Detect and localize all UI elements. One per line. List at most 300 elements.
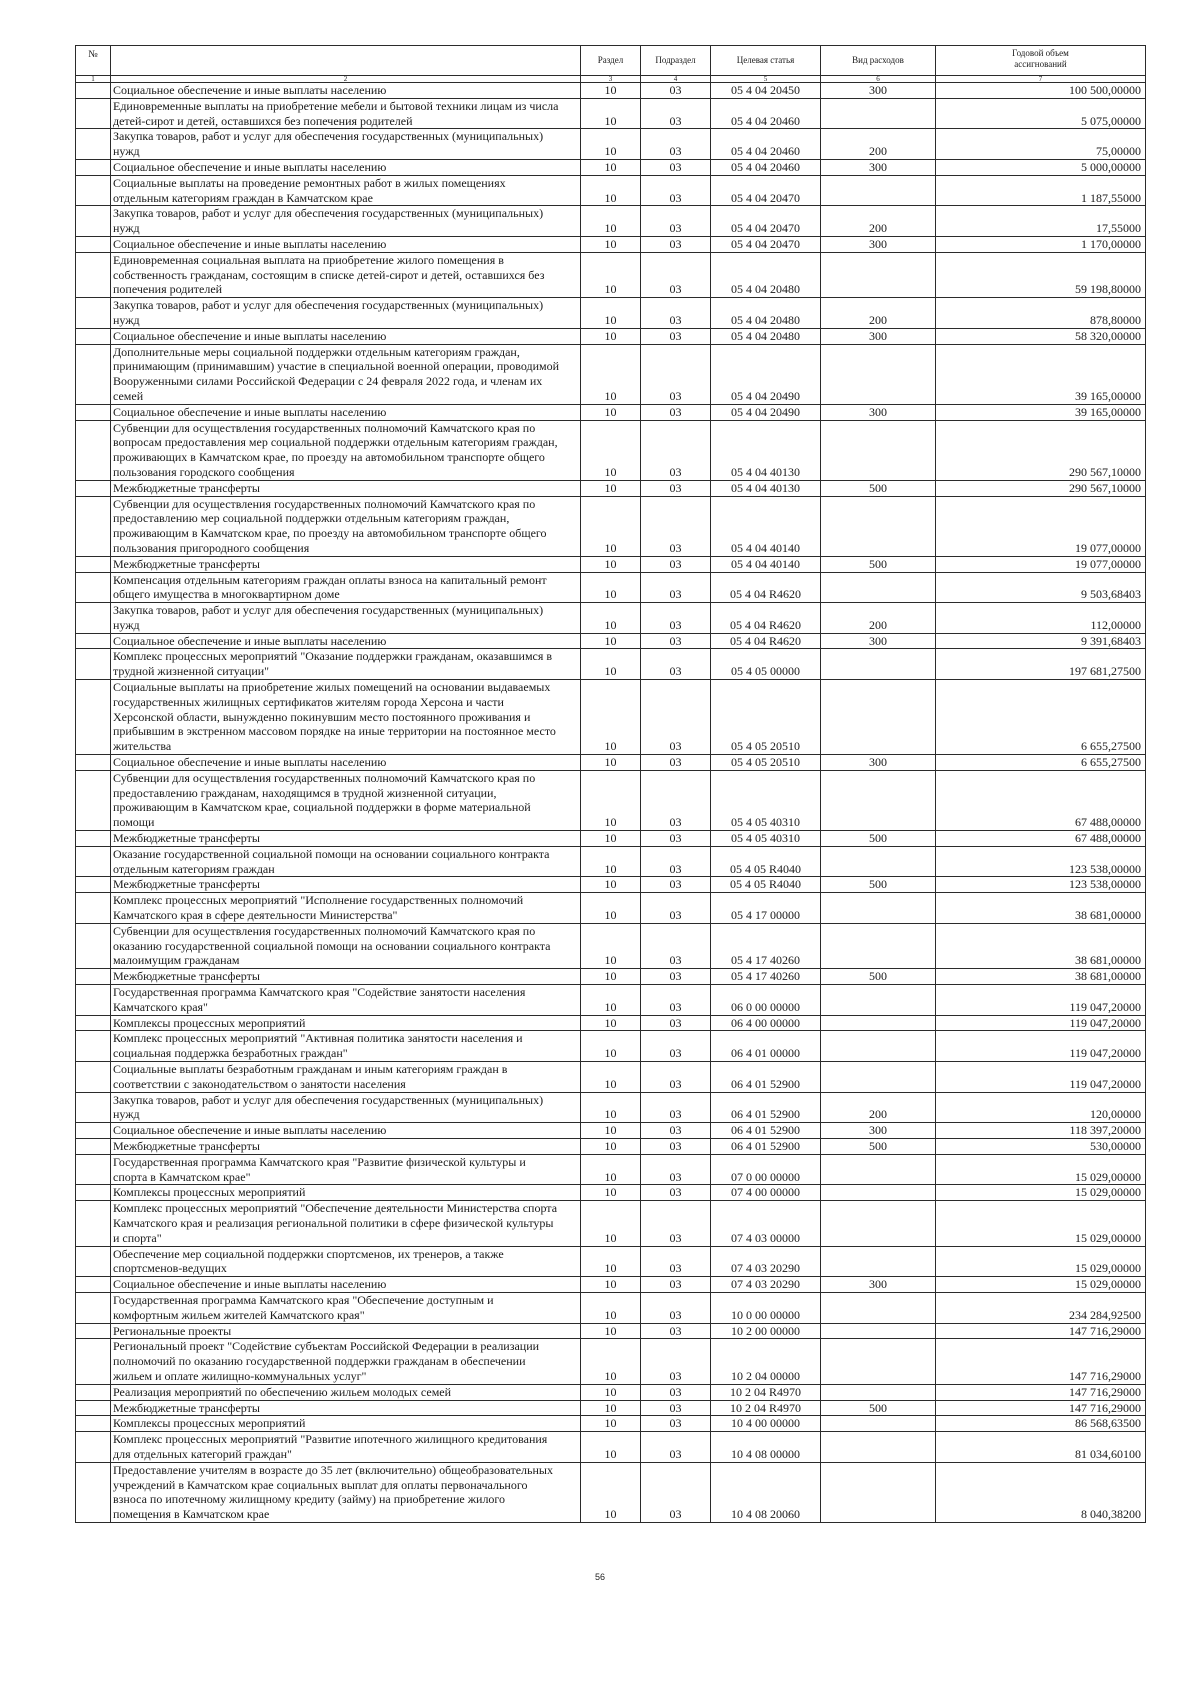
description-cell	[111, 1154, 581, 1185]
expense-type-cell	[821, 572, 936, 603]
description-line: Субвенции для осуществления государственных полномочий Камчатского края по	[113, 923, 536, 938]
section-cell: 10	[581, 680, 641, 755]
target-article-cell: 06 4 01 52900	[711, 1138, 821, 1154]
subsection-cell: 03	[641, 159, 711, 175]
description-line: Межбюджетные трансферты	[113, 969, 260, 984]
section-cell: 10	[581, 236, 641, 252]
subsection-cell: 03	[641, 969, 711, 985]
expense-type-cell	[821, 496, 936, 556]
amount-cell: 15 029,00000	[936, 1185, 1146, 1201]
description-cell	[111, 1031, 581, 1062]
amount-cell: 6 655,27500	[936, 680, 1146, 755]
row-number-cell	[76, 236, 111, 252]
description-line: Комплексы процессных мероприятий	[113, 1416, 306, 1431]
section-cell: 10	[581, 649, 641, 680]
row-number-cell	[76, 877, 111, 893]
amount-cell: 39 165,00000	[936, 344, 1146, 404]
target-article-cell: 05 4 05 20510	[711, 680, 821, 755]
subsection-cell: 03	[641, 129, 711, 160]
target-article-cell: 06 4 00 00000	[711, 1015, 821, 1031]
target-article-cell: 05 4 04 R4620	[711, 572, 821, 603]
table-row	[76, 755, 1146, 771]
amount-cell: 58 320,00000	[936, 328, 1146, 344]
description-line: Социальные выплаты безработным гражданам и иным категориям граждан в	[113, 1062, 508, 1076]
expense-type-cell: 300	[821, 236, 936, 252]
expense-type-cell: 200	[821, 298, 936, 329]
row-number-cell	[76, 252, 111, 297]
description-cell	[111, 770, 581, 830]
description-cell	[111, 556, 581, 572]
target-article-cell: 10 2 04 R4970	[711, 1400, 821, 1416]
target-article-cell: 05 4 17 40260	[711, 969, 821, 985]
description-line: для отдельных категорий граждан"	[113, 1446, 292, 1461]
row-number-cell	[76, 1416, 111, 1432]
description-line: Комплексы процессных мероприятий	[113, 1015, 306, 1030]
description-line: Реализация мероприятий по обеспечению жильем молодых семей	[113, 1384, 452, 1399]
description-cell	[111, 1185, 581, 1201]
description-line: Социальное обеспечение и иные выплаты населению	[113, 236, 387, 251]
amount-cell: 59 198,80000	[936, 252, 1146, 297]
amount-cell: 67 488,00000	[936, 770, 1146, 830]
expense-type-cell	[821, 1062, 936, 1093]
header-row	[76, 46, 1146, 76]
section-cell: 10	[581, 1123, 641, 1139]
expense-type-cell	[821, 1339, 936, 1384]
target-article-cell: 07 4 03 00000	[711, 1201, 821, 1246]
expense-type-cell: 200	[821, 603, 936, 634]
row-number-cell	[76, 480, 111, 496]
amount-cell: 119 047,20000	[936, 1062, 1146, 1093]
expense-type-cell	[821, 175, 936, 206]
row-number-cell	[76, 420, 111, 480]
row-number-cell	[76, 680, 111, 755]
amount-cell: 19 077,00000	[936, 556, 1146, 572]
row-number-cell	[76, 344, 111, 404]
target-article-cell: 05 4 04 20460	[711, 98, 821, 129]
section-cell: 10	[581, 129, 641, 160]
expense-type-cell	[821, 98, 936, 129]
table-row	[76, 1092, 1146, 1123]
description-line: нужд	[113, 312, 140, 327]
table-row	[76, 1201, 1146, 1246]
description-line: нужд	[113, 617, 140, 632]
target-article-cell: 05 4 04 20460	[711, 159, 821, 175]
expense-type-cell: 500	[821, 480, 936, 496]
section-cell: 10	[581, 1384, 641, 1400]
target-article-cell: 06 4 01 00000	[711, 1031, 821, 1062]
table-row	[76, 480, 1146, 496]
amount-cell: 234 284,92500	[936, 1292, 1146, 1323]
description-line: Закупка товаров, работ и услуг для обеспечения государственных (муниципальных)	[113, 1092, 544, 1107]
amount-cell: 5 000,00000	[936, 159, 1146, 175]
amount-cell: 197 681,27500	[936, 649, 1146, 680]
subsection-cell: 03	[641, 404, 711, 420]
subsection-cell: 03	[641, 893, 711, 924]
target-article-cell: 07 0 00 00000	[711, 1154, 821, 1185]
description-line: Комплекс процессных мероприятий "Исполнение государственных полномочий	[113, 893, 524, 908]
subsection-cell: 03	[641, 1015, 711, 1031]
target-article-cell: 06 4 01 52900	[711, 1062, 821, 1093]
expense-type-cell	[821, 846, 936, 877]
subsection-cell: 03	[641, 1201, 711, 1246]
row-number-cell	[76, 1123, 111, 1139]
amount-cell: 290 567,10000	[936, 480, 1146, 496]
section-cell: 10	[581, 846, 641, 877]
amount-cell: 15 029,00000	[936, 1154, 1146, 1185]
target-article-cell: 06 4 01 52900	[711, 1123, 821, 1139]
description-line: Субвенции для осуществления государственных полномочий Камчатского края по	[113, 420, 536, 435]
amount-cell: 123 538,00000	[936, 877, 1146, 893]
section-cell: 10	[581, 1323, 641, 1339]
table-row	[76, 1062, 1146, 1093]
table-row	[76, 236, 1146, 252]
row-number-cell	[76, 1323, 111, 1339]
amount-cell: 147 716,29000	[936, 1323, 1146, 1339]
section-cell: 10	[581, 420, 641, 480]
description-cell	[111, 480, 581, 496]
section-cell: 10	[581, 1292, 641, 1323]
description-cell	[111, 1201, 581, 1246]
table-row	[76, 680, 1146, 755]
amount-cell: 39 165,00000	[936, 404, 1146, 420]
description-line: принимающим (принимавшим) участие в специальной военной операции, проводимой	[113, 359, 560, 374]
target-article-cell: 05 4 17 00000	[711, 893, 821, 924]
table-row	[76, 1292, 1146, 1323]
table-row	[76, 556, 1146, 572]
table-row	[76, 1416, 1146, 1432]
description-line: Закупка товаров, работ и услуг для обеспечения государственных (муниципальных)	[113, 129, 544, 144]
description-cell	[111, 236, 581, 252]
description-line: соответствии с законодательством о занятости населения	[113, 1076, 406, 1091]
description-cell	[111, 633, 581, 649]
description-line: предоставлению гражданам, находящимся в трудной жизненной ситуации,	[113, 785, 497, 800]
section-cell: 10	[581, 603, 641, 634]
target-article-cell: 07 4 03 20290	[711, 1277, 821, 1293]
expense-type-cell	[821, 1432, 936, 1463]
row-number-cell	[76, 159, 111, 175]
description-line: Межбюджетные трансферты	[113, 877, 260, 892]
subsection-cell: 03	[641, 1154, 711, 1185]
description-line: пользования городского сообщения	[113, 464, 295, 479]
section-cell: 10	[581, 328, 641, 344]
description-cell	[111, 572, 581, 603]
table-row	[76, 1015, 1146, 1031]
row-number-cell	[76, 985, 111, 1016]
description-cell	[111, 1323, 581, 1339]
target-article-cell: 07 4 03 20290	[711, 1246, 821, 1277]
amount-cell: 15 029,00000	[936, 1246, 1146, 1277]
subsection-cell: 03	[641, 603, 711, 634]
expense-type-cell	[821, 893, 936, 924]
expense-type-cell	[821, 1246, 936, 1277]
section-cell: 10	[581, 831, 641, 847]
table-row	[76, 496, 1146, 556]
subsection-cell: 03	[641, 328, 711, 344]
row-number-cell	[76, 846, 111, 877]
description-cell	[111, 680, 581, 755]
row-number-cell	[76, 1462, 111, 1522]
table-row	[76, 328, 1146, 344]
table-row	[76, 649, 1146, 680]
table-row	[76, 633, 1146, 649]
description-cell	[111, 1432, 581, 1463]
subsection-cell: 03	[641, 83, 711, 99]
subsection-cell: 03	[641, 1185, 711, 1201]
description-line: помещения в Камчатском крае	[113, 1507, 270, 1522]
target-article-cell: 05 4 17 40260	[711, 923, 821, 968]
description-line: Закупка товаров, работ и услуг для обеспечения государственных (муниципальных)	[113, 298, 544, 313]
table-row	[76, 770, 1146, 830]
section-cell: 10	[581, 877, 641, 893]
subsection-cell: 03	[641, 1323, 711, 1339]
subsection-cell: 03	[641, 1384, 711, 1400]
description-line: Субвенции для осуществления государственных полномочий Камчатского края по	[113, 770, 536, 785]
column-number: 5	[711, 76, 821, 83]
subsection-cell: 03	[641, 846, 711, 877]
header-amount-label: Годовой объем ассигнований	[1012, 48, 1069, 69]
description-line: спорта в Камчатском крае"	[113, 1169, 251, 1184]
description-line: Предоставление учителям в возрасте до 35 лет (включительно) общеобразовательных	[113, 1462, 553, 1477]
target-article-cell: 05 4 04 20480	[711, 298, 821, 329]
description-line: жильем и оплате жилищно-коммунальных услуг"	[113, 1368, 367, 1383]
description-cell	[111, 175, 581, 206]
column-number: 1	[76, 76, 111, 83]
description-line: Государственная программа Камчатского края "Содействие занятости населения	[113, 985, 526, 1000]
subsection-cell: 03	[641, 923, 711, 968]
section-cell: 10	[581, 496, 641, 556]
table-row	[76, 159, 1146, 175]
table-row	[76, 175, 1146, 206]
header-expense-type: Вид расходов	[821, 46, 936, 76]
section-cell: 10	[581, 893, 641, 924]
description-cell	[111, 298, 581, 329]
expense-type-cell	[821, 649, 936, 680]
row-number-cell	[76, 603, 111, 634]
section-cell: 10	[581, 1185, 641, 1201]
table-row	[76, 1031, 1146, 1062]
expense-type-cell: 500	[821, 1400, 936, 1416]
description-line: проживающих в Камчатском крае, по проезду на автомобильном транспорте общего	[113, 450, 545, 465]
description-cell	[111, 328, 581, 344]
target-article-cell: 05 4 04 40140	[711, 496, 821, 556]
target-article-cell: 05 4 04 20480	[711, 252, 821, 297]
column-number: 6	[821, 76, 936, 83]
column-number: 3	[581, 76, 641, 83]
description-line: учреждений в Камчатском крае социальных выплат для оплаты первоначального	[113, 1477, 528, 1492]
amount-cell: 1 170,00000	[936, 236, 1146, 252]
description-line: Единовременные выплаты на приобретение мебели и бытовой техники лицам из числа	[113, 98, 559, 113]
subsection-cell: 03	[641, 1062, 711, 1093]
section-cell: 10	[581, 404, 641, 420]
description-line: Межбюджетные трансферты	[113, 831, 260, 846]
subsection-cell: 03	[641, 98, 711, 129]
expense-type-cell: 300	[821, 404, 936, 420]
description-line: Обеспечение мер социальной поддержки спортсменов, их тренеров, а также	[113, 1246, 504, 1261]
table-row	[76, 969, 1146, 985]
description-line: Межбюджетные трансферты	[113, 1400, 260, 1415]
description-line: попечения родителей	[113, 282, 223, 297]
description-line: прибывшим в экстренном массовом порядке на иные территории на постоянное место	[113, 724, 556, 739]
amount-cell: 17,55000	[936, 206, 1146, 237]
table-row	[76, 923, 1146, 968]
row-number-cell	[76, 328, 111, 344]
column-number: 2	[111, 76, 581, 83]
expense-type-cell	[821, 1185, 936, 1201]
page-number: 56	[594, 1572, 605, 1582]
row-number-cell	[76, 404, 111, 420]
row-number-cell	[76, 206, 111, 237]
description-line: Социальное обеспечение и иные выплаты населению	[113, 328, 387, 343]
section-cell: 10	[581, 556, 641, 572]
subsection-cell: 03	[641, 1462, 711, 1522]
section-cell: 10	[581, 755, 641, 771]
row-number-cell	[76, 893, 111, 924]
description-cell	[111, 1062, 581, 1093]
description-cell	[111, 404, 581, 420]
description-line: оказанию государственной социальной помощи на основании социального контракта	[113, 938, 551, 953]
description-cell	[111, 923, 581, 968]
amount-cell: 19 077,00000	[936, 496, 1146, 556]
target-article-cell: 10 2 04 R4970	[711, 1384, 821, 1400]
row-number-cell	[76, 496, 111, 556]
header-subsection: Подраздел	[641, 46, 711, 76]
subsection-cell: 03	[641, 1277, 711, 1293]
table-row	[76, 252, 1146, 297]
target-article-cell: 05 4 04 R4620	[711, 633, 821, 649]
section-cell: 10	[581, 985, 641, 1016]
subsection-cell: 03	[641, 206, 711, 237]
table-row	[76, 1138, 1146, 1154]
subsection-cell: 03	[641, 755, 711, 771]
description-line: Социальные выплаты на приобретение жилых помещений на основании выдаваемых	[113, 680, 551, 695]
description-line: Комплекс процессных мероприятий "Активная политика занятости населения и	[113, 1031, 523, 1046]
expense-type-cell	[821, 1154, 936, 1185]
description-cell	[111, 1292, 581, 1323]
expense-type-cell	[821, 1015, 936, 1031]
description-line: Социальное обеспечение и иные выплаты населению	[113, 1123, 387, 1138]
description-line: жительства	[113, 739, 172, 754]
table-row	[76, 98, 1146, 129]
description-line: полномочий по оказанию государственной поддержки гражданам в обеспечении	[113, 1354, 526, 1369]
target-article-cell: 05 4 04 20460	[711, 129, 821, 160]
header-number: №	[76, 46, 111, 76]
subsection-cell: 03	[641, 1400, 711, 1416]
expense-type-cell	[821, 985, 936, 1016]
target-article-cell: 05 4 04 20450	[711, 83, 821, 99]
description-line: Региональный проект "Содействие субъектам Российской Федерации в реализации	[113, 1339, 540, 1354]
description-line: Закупка товаров, работ и услуг для обеспечения государственных (муниципальных)	[113, 603, 544, 618]
subsection-cell: 03	[641, 1432, 711, 1463]
column-number: 7	[936, 76, 1146, 83]
expense-type-cell	[821, 252, 936, 297]
subsection-cell: 03	[641, 252, 711, 297]
amount-cell: 86 568,63500	[936, 1416, 1146, 1432]
description-line: детей-сирот и детей, оставшихся без попечения родителей	[113, 113, 413, 128]
row-number-cell	[76, 969, 111, 985]
amount-cell: 119 047,20000	[936, 1031, 1146, 1062]
description-line: собственность гражданам, состоящим в списке детей-сирот и детей, оставшихся без	[113, 267, 545, 282]
section-cell: 10	[581, 770, 641, 830]
amount-cell: 1 187,55000	[936, 175, 1146, 206]
expense-type-cell: 200	[821, 129, 936, 160]
description-line: социальная поддержка безработных граждан"	[113, 1046, 348, 1061]
row-number-cell	[76, 1015, 111, 1031]
table-row	[76, 1384, 1146, 1400]
target-article-cell: 10 2 00 00000	[711, 1323, 821, 1339]
target-article-cell: 05 4 04 40140	[711, 556, 821, 572]
description-cell	[111, 496, 581, 556]
section-cell: 10	[581, 298, 641, 329]
expense-type-cell: 500	[821, 1138, 936, 1154]
description-cell	[111, 1384, 581, 1400]
subsection-cell: 03	[641, 1138, 711, 1154]
description-line: Вооруженными силами Российской Федерации с 24 февраля 2022 года, и членам их	[113, 374, 543, 389]
description-line: Комплекс процессных мероприятий "Развитие ипотечного жилищного кредитования	[113, 1432, 548, 1447]
budget-table	[75, 45, 1146, 1523]
table-row	[76, 129, 1146, 160]
table-row	[76, 298, 1146, 329]
description-cell	[111, 1462, 581, 1522]
table-row	[76, 831, 1146, 847]
subsection-cell: 03	[641, 831, 711, 847]
expense-type-cell: 300	[821, 633, 936, 649]
section-cell: 10	[581, 923, 641, 968]
description-cell	[111, 969, 581, 985]
subsection-cell: 03	[641, 236, 711, 252]
amount-cell: 112,00000	[936, 603, 1146, 634]
description-cell	[111, 603, 581, 634]
description-line: взноса по ипотечному жилищному кредиту (займу) на приобретение жилого	[113, 1492, 506, 1507]
description-line: Дополнительные меры социальной поддержки отдельным категориям граждан,	[113, 344, 520, 359]
amount-cell: 38 681,00000	[936, 893, 1146, 924]
row-number-cell	[76, 755, 111, 771]
description-line: и спорта"	[113, 1230, 162, 1245]
row-number-cell	[76, 633, 111, 649]
subsection-cell: 03	[641, 1123, 711, 1139]
description-cell	[111, 831, 581, 847]
row-number-cell	[76, 1185, 111, 1201]
table-row	[76, 404, 1146, 420]
description-line: Социальное обеспечение и иные выплаты населению	[113, 633, 387, 648]
expense-type-cell: 300	[821, 328, 936, 344]
subsection-cell: 03	[641, 877, 711, 893]
description-line: Херсонской области, вынужденно покинувшим место постоянного проживания и	[113, 709, 531, 724]
row-number-cell	[76, 83, 111, 99]
section-cell: 10	[581, 344, 641, 404]
description-line: Социальные выплаты на проведение ремонтных работ в жилых помещениях	[113, 175, 506, 190]
description-line: проживающим в Камчатском крае, по проезду на автомобильном транспорте общего	[113, 526, 547, 541]
expense-type-cell	[821, 1323, 936, 1339]
target-article-cell: 05 4 05 00000	[711, 649, 821, 680]
row-number-cell	[76, 770, 111, 830]
description-cell	[111, 129, 581, 160]
amount-cell: 75,00000	[936, 129, 1146, 160]
amount-cell: 100 500,00000	[936, 83, 1146, 99]
section-cell: 10	[581, 83, 641, 99]
amount-cell: 123 538,00000	[936, 846, 1146, 877]
description-cell	[111, 755, 581, 771]
section-cell: 10	[581, 1277, 641, 1293]
row-number-cell	[76, 298, 111, 329]
subsection-cell: 03	[641, 420, 711, 480]
table-row	[76, 420, 1146, 480]
section-cell: 10	[581, 1138, 641, 1154]
row-number-cell	[76, 1201, 111, 1246]
description-cell	[111, 877, 581, 893]
expense-type-cell: 200	[821, 206, 936, 237]
description-line: Камчатского края и реализация региональной политики в сфере физической культуры	[113, 1215, 554, 1230]
expense-type-cell	[821, 770, 936, 830]
